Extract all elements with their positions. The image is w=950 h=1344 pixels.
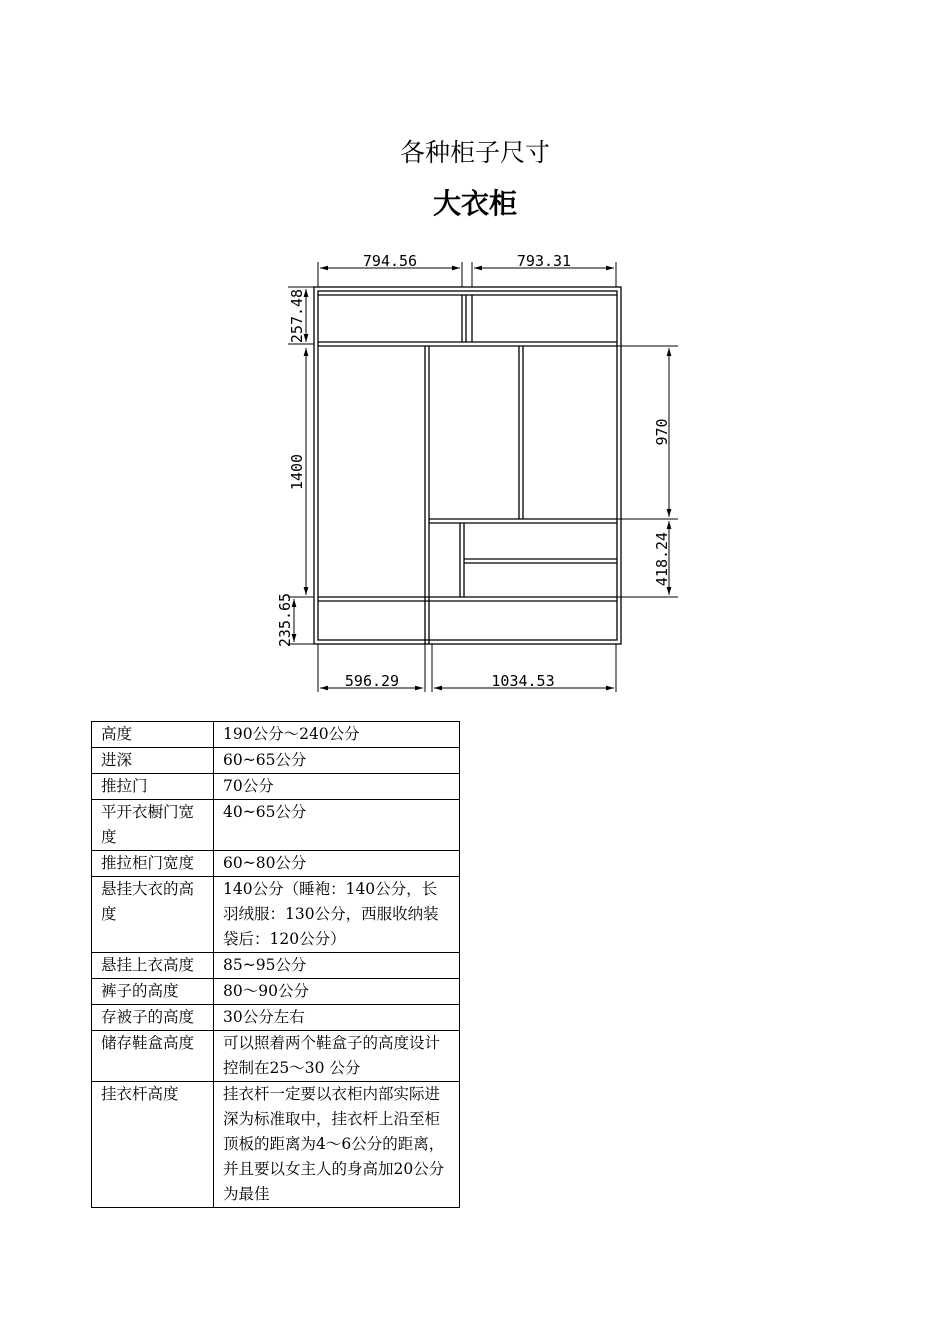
- spec-label: 推拉门: [92, 774, 214, 800]
- spec-value: 可以照着两个鞋盒子的高度设计控制在25～30 公分: [214, 1031, 460, 1082]
- spec-label: 进深: [92, 748, 214, 774]
- dim-top-compartment-height: 257.48: [288, 288, 306, 344]
- spec-value: 60~65公分: [214, 748, 460, 774]
- table-row: [92, 722, 460, 748]
- table-row: [92, 1082, 460, 1208]
- spec-value: 70公分: [214, 774, 460, 800]
- spec-value: 30公分左右: [214, 1005, 460, 1031]
- dim-top-right-width: 793.31: [516, 252, 572, 270]
- spec-label: 悬挂大衣的高度: [92, 877, 214, 953]
- wardrobe-drawing: [270, 245, 690, 695]
- spec-value: 60~80公分: [214, 851, 460, 877]
- table-row: [92, 748, 460, 774]
- dim-bottom-left-width: 596.29: [344, 672, 400, 690]
- section-title: 大衣柜: [432, 187, 517, 220]
- spec-value: 85~95公分: [214, 953, 460, 979]
- wardrobe-outline: [314, 287, 621, 644]
- spec-value: 挂衣杆一定要以衣柜内部实际进深为标准取中，挂衣杆上沿至柜顶板的距离为4～6公分的距离，并且要以女主人的身高加20公分为最佳: [214, 1082, 460, 1208]
- table-row: [92, 774, 460, 800]
- spec-value: 40~65公分: [214, 800, 460, 851]
- dim-bottom-right-width: 1034.53: [491, 672, 555, 690]
- spec-label: 裤子的高度: [92, 979, 214, 1005]
- spec-label: 挂衣杆高度: [92, 1082, 214, 1208]
- spec-label: 储存鞋盒高度: [92, 1031, 214, 1082]
- spec-value: 190公分～240公分: [214, 722, 460, 748]
- table-row: [92, 953, 460, 979]
- dim-drawer-section-height: 418.24: [653, 531, 671, 587]
- wardrobe-spec-table: [91, 721, 460, 1208]
- spec-label: 悬挂上衣高度: [92, 953, 214, 979]
- dimension-lines: [288, 262, 678, 692]
- spec-value: 140公分（睡袍：140公分，长羽绒服：130公分，西服收纳装袋后：120公分）: [214, 877, 460, 953]
- table-row: [92, 800, 460, 851]
- dim-bottom-compartment-height: 235.65: [276, 592, 294, 648]
- spec-label: 高度: [92, 722, 214, 748]
- spec-label: 推拉柜门宽度: [92, 851, 214, 877]
- spec-value: 80～90公分: [214, 979, 460, 1005]
- table-row: [92, 877, 460, 953]
- table-row: [92, 1031, 460, 1082]
- wardrobe-drawing-svg: [270, 245, 690, 695]
- dim-right-upper-height: 970: [653, 418, 671, 446]
- table-row: [92, 1005, 460, 1031]
- dim-top-left-width: 794.56: [362, 252, 418, 270]
- spec-label: 存被子的高度: [92, 1005, 214, 1031]
- table-row: [92, 851, 460, 877]
- document-title: 各种柜子尺寸: [399, 138, 550, 167]
- dim-left-hanging-height: 1400: [288, 453, 306, 491]
- table-row: [92, 979, 460, 1005]
- spec-label: 平开衣橱门宽度: [92, 800, 214, 851]
